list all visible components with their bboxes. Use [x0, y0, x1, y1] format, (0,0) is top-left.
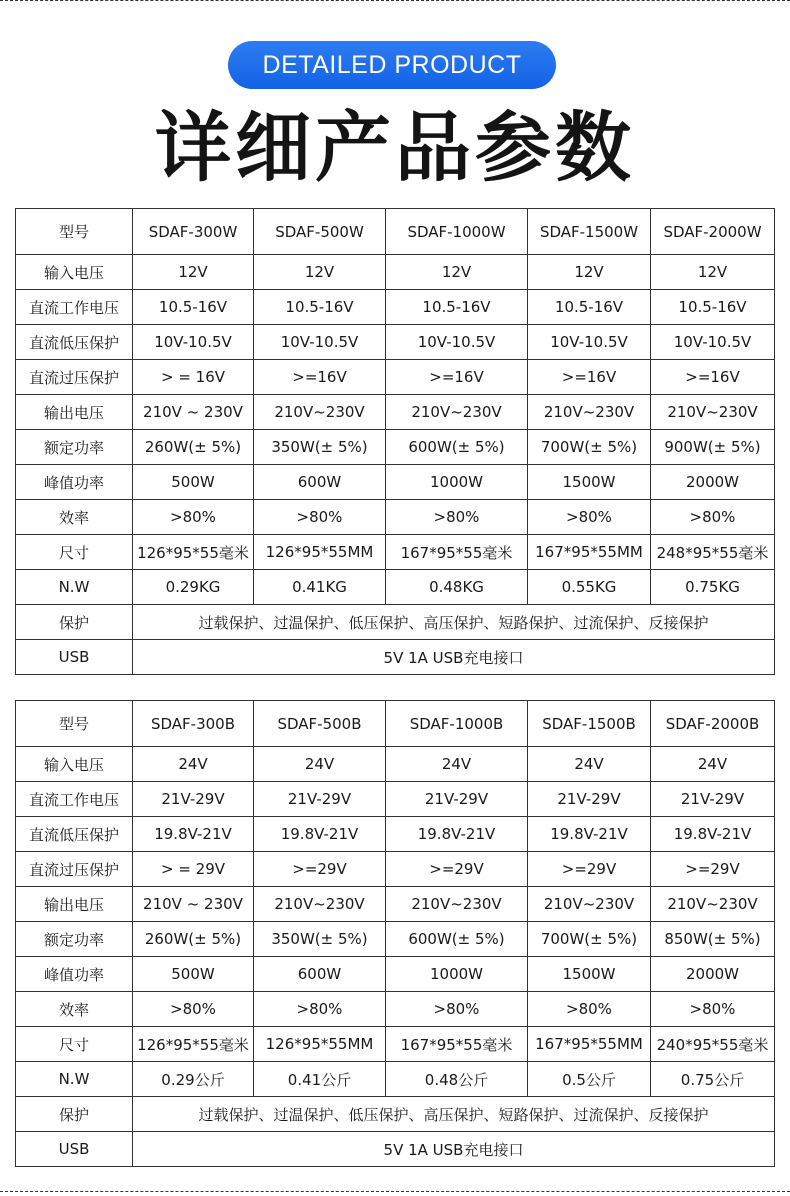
badge-text: DETAILED PRODUCT [262, 50, 522, 79]
spec-value: 19.8V-21V [528, 817, 651, 852]
spec-row [16, 992, 775, 1027]
spec-row [16, 290, 775, 325]
spec-value: 126*95*55MM [254, 1027, 386, 1062]
spec-value: 700W(± 5%) [528, 430, 651, 465]
top-divider [0, 0, 790, 1]
spec-value: >80% [386, 992, 528, 1027]
spec-row [16, 360, 775, 395]
spec-value: 0.75KG [651, 570, 775, 605]
spec-value: >=29V [386, 852, 528, 887]
spec-value: 0.48公斤 [386, 1062, 528, 1097]
spec-row [16, 747, 775, 782]
row-label: 输入电压 [16, 747, 133, 782]
spec-table-24v [15, 700, 775, 1167]
spec-value: >80% [651, 500, 775, 535]
spec-row [16, 395, 775, 430]
spec-value: 10V-10.5V [133, 325, 254, 360]
spec-value: 900W(± 5%) [651, 430, 775, 465]
spec-value: 21V-29V [386, 782, 528, 817]
spec-value: 2000W [651, 465, 775, 500]
spec-value: 21V-29V [651, 782, 775, 817]
spec-value: 10V-10.5V [528, 325, 651, 360]
row-label: N.W [16, 570, 133, 605]
model-header-row [16, 209, 775, 255]
spec-row [16, 852, 775, 887]
spec-value: 700W(± 5%) [528, 922, 651, 957]
spec-row [16, 500, 775, 535]
model-name: SDAF-500B [254, 701, 386, 747]
page-title: 详细产品参数 [155, 103, 635, 192]
model-name: SDAF-300B [133, 701, 254, 747]
spec-value: 1500W [528, 957, 651, 992]
spec-value: 126*95*55毫米 [133, 535, 254, 570]
spec-value: 260W(± 5%) [133, 430, 254, 465]
spec-value: 167*95*55MM [528, 1027, 651, 1062]
spec-value: >80% [133, 500, 254, 535]
protection-row [16, 605, 775, 640]
row-label-usb: USB [16, 1132, 133, 1167]
spec-row [16, 1062, 775, 1097]
model-name: SDAF-2000B [651, 701, 775, 747]
spec-value: 210V~230V [254, 887, 386, 922]
spec-value: 210V~230V [651, 395, 775, 430]
row-label: 尺寸 [16, 535, 133, 570]
spec-row [16, 430, 775, 465]
model-name: SDAF-1000W [386, 209, 528, 255]
usb-value: 5V 1A USB充电接口 [133, 1132, 775, 1167]
spec-value: 167*95*55毫米 [386, 535, 528, 570]
row-label: 直流过压保护 [16, 360, 133, 395]
spec-value: 500W [133, 957, 254, 992]
bottom-divider [0, 1191, 790, 1192]
row-label: 额定功率 [16, 922, 133, 957]
spec-value: > = 16V [133, 360, 254, 395]
spec-row [16, 255, 775, 290]
spec-value: 10V-10.5V [386, 325, 528, 360]
spec-value: 12V [651, 255, 775, 290]
spec-value: >80% [254, 992, 386, 1027]
row-label: 直流工作电压 [16, 782, 133, 817]
spec-value: 10.5-16V [254, 290, 386, 325]
spec-row [16, 887, 775, 922]
spec-value: 10V-10.5V [254, 325, 386, 360]
spec-value: 24V [386, 747, 528, 782]
spec-row [16, 957, 775, 992]
spec-value: 19.8V-21V [133, 817, 254, 852]
spec-value: 210V~230V [254, 395, 386, 430]
spec-value: 210V~230V [386, 395, 528, 430]
usb-row [16, 640, 775, 675]
row-label-protection: 保护 [16, 605, 133, 640]
spec-value: 24V [133, 747, 254, 782]
model-name: SDAF-1500W [528, 209, 651, 255]
spec-value: 350W(± 5%) [254, 922, 386, 957]
spec-value: 240*95*55毫米 [651, 1027, 775, 1062]
spec-row [16, 1027, 775, 1062]
spec-value: 1500W [528, 465, 651, 500]
spec-value: 167*95*55MM [528, 535, 651, 570]
spec-value: 10.5-16V [133, 290, 254, 325]
spec-value: 210V~230V [528, 395, 651, 430]
row-label: 直流工作电压 [16, 290, 133, 325]
spec-value: 210V~230V [651, 887, 775, 922]
spec-value: 0.29KG [133, 570, 254, 605]
spec-value: 600W [254, 957, 386, 992]
spec-value: 21V-29V [254, 782, 386, 817]
spec-value: >80% [528, 500, 651, 535]
spec-value: >80% [133, 992, 254, 1027]
spec-value: >=16V [528, 360, 651, 395]
spec-value: 260W(± 5%) [133, 922, 254, 957]
row-label: 直流低压保护 [16, 817, 133, 852]
spec-value: 0.5公斤 [528, 1062, 651, 1097]
row-label: 峰值功率 [16, 465, 133, 500]
spec-value: 126*95*55毫米 [133, 1027, 254, 1062]
spec-table-12v [15, 208, 775, 675]
spec-value: 0.48KG [386, 570, 528, 605]
model-header-row [16, 701, 775, 747]
spec-value: >80% [528, 992, 651, 1027]
spec-value: >=29V [254, 852, 386, 887]
spec-value: 210V ~ 230V [133, 887, 254, 922]
spec-value: 12V [254, 255, 386, 290]
spec-value: >=16V [386, 360, 528, 395]
spec-value: >80% [254, 500, 386, 535]
spec-row [16, 922, 775, 957]
spec-value: 248*95*55毫米 [651, 535, 775, 570]
protection-value: 过载保护、过温保护、低压保护、高压保护、短路保护、过流保护、反接保护 [133, 1097, 775, 1132]
spec-value: >=16V [651, 360, 775, 395]
spec-value: 10V-10.5V [651, 325, 775, 360]
row-label: 尺寸 [16, 1027, 133, 1062]
spec-value: 19.8V-21V [651, 817, 775, 852]
spec-value: 350W(± 5%) [254, 430, 386, 465]
spec-row [16, 570, 775, 605]
row-label: 效率 [16, 992, 133, 1027]
row-label-protection: 保护 [16, 1097, 133, 1132]
row-label: 直流过压保护 [16, 852, 133, 887]
spec-value: 0.29公斤 [133, 1062, 254, 1097]
model-name: SDAF-1500B [528, 701, 651, 747]
protection-value: 过载保护、过温保护、低压保护、高压保护、短路保护、过流保护、反接保护 [133, 605, 775, 640]
spec-value: 2000W [651, 957, 775, 992]
spec-value: 10.5-16V [651, 290, 775, 325]
spec-value: 600W [254, 465, 386, 500]
spec-value: 600W(± 5%) [386, 922, 528, 957]
spec-row [16, 325, 775, 360]
usb-row [16, 1132, 775, 1167]
spec-value: >=16V [254, 360, 386, 395]
spec-value: 210V ~ 230V [133, 395, 254, 430]
model-name: SDAF-1000B [386, 701, 528, 747]
spec-value: 1000W [386, 957, 528, 992]
row-label: 峰值功率 [16, 957, 133, 992]
row-label: N.W [16, 1062, 133, 1097]
row-label: 直流低压保护 [16, 325, 133, 360]
spec-value: 19.8V-21V [386, 817, 528, 852]
row-label-model: 型号 [16, 209, 133, 255]
row-label: 额定功率 [16, 430, 133, 465]
row-label-model: 型号 [16, 701, 133, 747]
spec-value: 21V-29V [133, 782, 254, 817]
spec-value: 21V-29V [528, 782, 651, 817]
spec-value: 167*95*55毫米 [386, 1027, 528, 1062]
spec-value: 12V [133, 255, 254, 290]
spec-value: 1000W [386, 465, 528, 500]
model-name: SDAF-500W [254, 209, 386, 255]
spec-value: 10.5-16V [528, 290, 651, 325]
spec-value: 19.8V-21V [254, 817, 386, 852]
protection-row [16, 1097, 775, 1132]
spec-value: >=29V [651, 852, 775, 887]
spec-value: 0.75公斤 [651, 1062, 775, 1097]
spec-value: 12V [386, 255, 528, 290]
spec-value: 24V [254, 747, 386, 782]
row-label: 输入电压 [16, 255, 133, 290]
spec-value: >80% [651, 992, 775, 1027]
spec-value: 850W(± 5%) [651, 922, 775, 957]
spec-value: 12V [528, 255, 651, 290]
spec-value: 0.41KG [254, 570, 386, 605]
spec-value: >80% [386, 500, 528, 535]
spec-row [16, 817, 775, 852]
row-label-usb: USB [16, 640, 133, 675]
spec-value: 24V [528, 747, 651, 782]
model-name: SDAF-300W [133, 209, 254, 255]
spec-value: 500W [133, 465, 254, 500]
spec-value: 210V~230V [528, 887, 651, 922]
spec-row [16, 465, 775, 500]
usb-value: 5V 1A USB充电接口 [133, 640, 775, 675]
spec-value: 24V [651, 747, 775, 782]
spec-value: 0.41公斤 [254, 1062, 386, 1097]
spec-row [16, 782, 775, 817]
model-name: SDAF-2000W [651, 209, 775, 255]
row-label: 效率 [16, 500, 133, 535]
row-label: 输出电压 [16, 395, 133, 430]
spec-value: 210V~230V [386, 887, 528, 922]
spec-value: 0.55KG [528, 570, 651, 605]
spec-value: 126*95*55MM [254, 535, 386, 570]
spec-row [16, 535, 775, 570]
spec-value: >=29V [528, 852, 651, 887]
spec-value: 600W(± 5%) [386, 430, 528, 465]
row-label: 输出电压 [16, 887, 133, 922]
spec-value: 10.5-16V [386, 290, 528, 325]
spec-value: > = 29V [133, 852, 254, 887]
detailed-product-badge [228, 41, 556, 89]
